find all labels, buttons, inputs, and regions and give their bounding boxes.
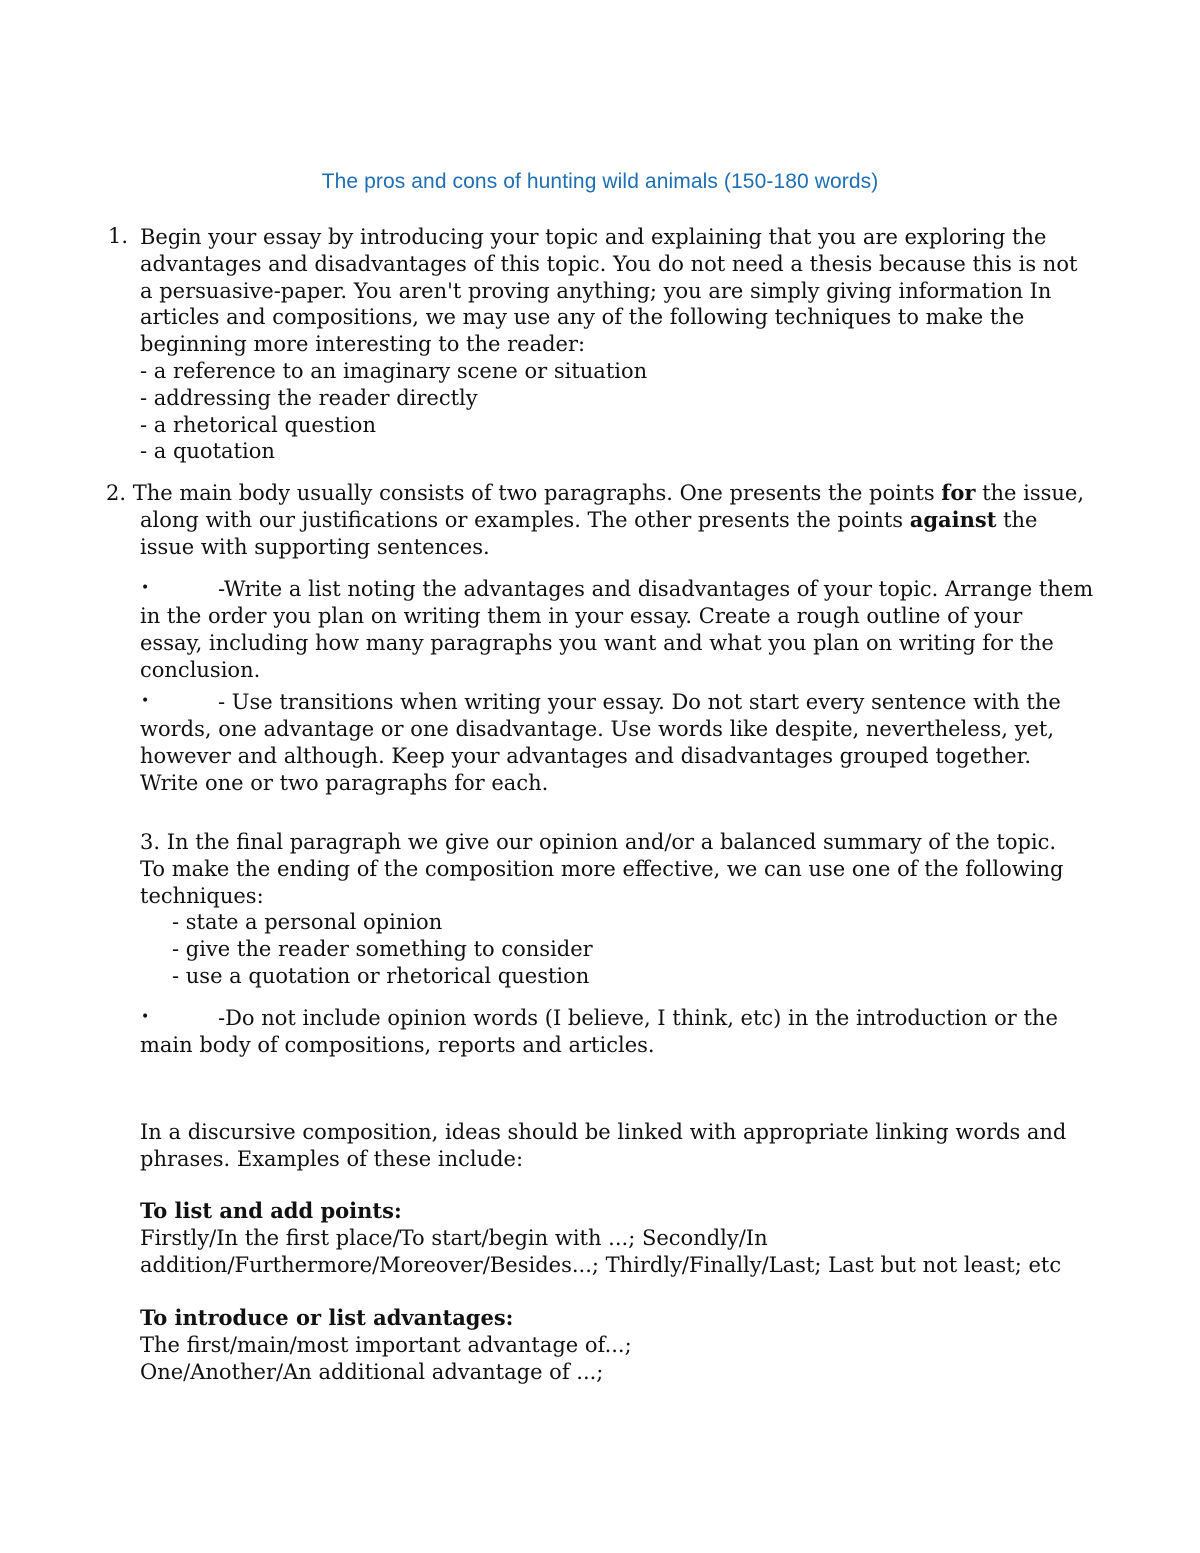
bullet-2-text	[140, 716, 1100, 796]
list-number-1: 1.	[108, 224, 129, 248]
bullet-1-first-line: -Write a list noting the advantages and disadvantages of your topic. Arrange them	[218, 577, 1094, 601]
text-line: main body of compositions, reports and articles.	[140, 1033, 655, 1057]
advantages-section	[140, 1305, 1100, 1385]
bullet-icon: •	[141, 580, 150, 596]
text-run: the issue,	[975, 481, 1085, 505]
text-line: techniques:	[140, 883, 264, 908]
technique-item: - a rhetorical question	[140, 412, 376, 437]
text-line: beginning more interesting to the reader:	[140, 332, 586, 357]
text-line: advantages and disadvantages of this topic. You do not need a thesis because this is not	[140, 251, 1078, 276]
text-line: articles and compositions, we may use any of the following techniques to make the	[140, 305, 1025, 330]
text-line: To make the ending of the composition more effective, we can use one of the following	[140, 856, 1064, 881]
text-line: The first/main/most important advantage of...;	[140, 1332, 632, 1357]
section-2-line-1	[106, 480, 1084, 507]
text-run: 2. The main body usually consists of two paragraphs. One presents the points	[106, 481, 942, 505]
text-line: Begin your essay by introducing your topic and explaining that you are exploring the	[140, 225, 1047, 249]
text-run: along with our justifications or examples. The other presents the points	[140, 508, 910, 532]
text-line: words, one advantage or one disadvantage. Use words like despite, nevertheless, yet,	[140, 717, 1055, 741]
text-line: One/Another/An additional advantage of ...;	[140, 1359, 604, 1384]
list-points-section	[140, 1198, 1100, 1278]
bullet-icon: •	[141, 693, 150, 709]
text-line: essay, including how many paragraphs you want and what you plan on writing for the	[140, 630, 1054, 655]
section-heading: To list and add points:	[140, 1198, 402, 1223]
text-line: in the order you plan on writing them in your essay. Create a rough outline of your	[140, 604, 1023, 628]
text-line: a persuasive-paper. You aren't proving anything; you are simply giving information In	[140, 278, 1052, 303]
section-heading: To introduce or list advantages:	[140, 1305, 514, 1330]
ending-technique-item: - give the reader something to consider	[172, 937, 593, 962]
text-line: In a discursive composition, ideas should be linked with appropriate linking words and	[140, 1120, 1067, 1144]
bullet-3-text	[140, 1032, 1100, 1059]
technique-item: - a reference to an imaginary scene or situation	[140, 358, 648, 383]
bullet-3-first-line: -Do not include opinion words (I believe, I think, etc) in the introduction or the	[218, 1006, 1058, 1030]
emphasis-for: for	[941, 480, 976, 505]
bullet-1-text	[140, 603, 1100, 683]
text-line: issue with supporting sentences.	[140, 534, 490, 559]
bullet-icon: •	[141, 1009, 150, 1025]
technique-item: - addressing the reader directly	[140, 385, 478, 410]
discursive-paragraph	[140, 1119, 1100, 1173]
ending-technique-item: - state a personal opinion	[172, 910, 443, 935]
text-line: phrases. Examples of these include:	[140, 1146, 524, 1171]
text-line: Firstly/In the first place/To start/begin with ...; Secondly/In	[140, 1225, 768, 1250]
section-1-text	[140, 224, 1100, 465]
text-line: addition/Furthermore/Moreover/Besides...; Thirdly/Finally/Last; Last but not least; etc	[140, 1252, 1062, 1277]
text-run: the	[996, 508, 1038, 532]
text-line	[140, 507, 1100, 534]
section-2-text	[140, 507, 1100, 561]
text-line: Write one or two paragraphs for each.	[140, 770, 549, 795]
technique-item: - a quotation	[140, 439, 275, 464]
emphasis-against: against	[909, 507, 997, 532]
section-3	[140, 829, 1100, 990]
bullet-2-first-line: - Use transitions when writing your essay. Do not start every sentence with the	[218, 690, 1061, 714]
ending-technique-item: - use a quotation or rhetorical question	[172, 963, 590, 988]
text-line: however and although. Keep your advantages and disadvantages grouped together.	[140, 743, 1032, 768]
document-title: The pros and cons of hunting wild animals (150-180 words)	[321, 170, 879, 193]
text-line: conclusion.	[140, 657, 261, 682]
text-line: 3. In the final paragraph we give our opinion and/or a balanced summary of the topic.	[140, 830, 1057, 854]
